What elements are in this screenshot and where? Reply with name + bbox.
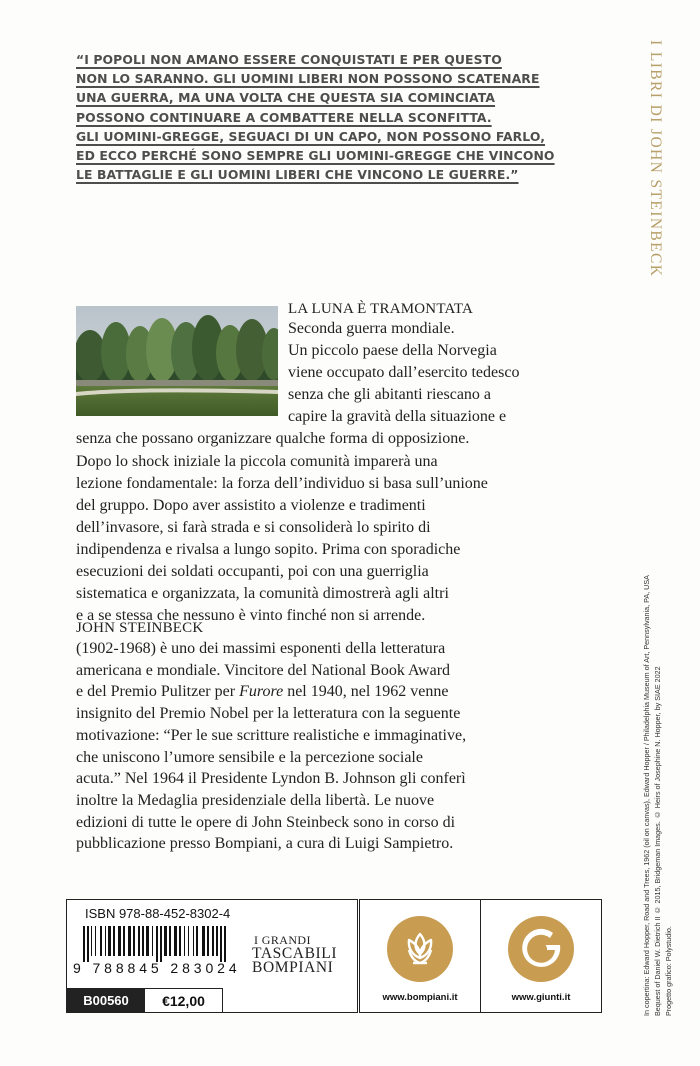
bio-line: motivazione: “Per le sue scritture realistiche e immaginative, — [76, 726, 467, 744]
image-credits — [641, 556, 674, 1016]
giunti-url[interactable]: www.giunti.it — [511, 992, 571, 1003]
bio-text: nel 1940, nel 1962 venne — [283, 683, 449, 701]
series-line: TASCABILI — [252, 945, 338, 962]
series-logo — [252, 933, 342, 975]
series-line: I GRANDI — [254, 933, 311, 947]
synopsis-line: Seconda guerra mondiale. — [288, 320, 455, 337]
product-code: B00560 — [67, 988, 145, 1013]
barcode-bar — [152, 926, 153, 956]
synopsis-line: senza che gli abitanti riescano a — [288, 386, 492, 404]
bio-line: insignito del Premio Nobel per la letteratura con la seguente — [76, 705, 461, 723]
synopsis-line: del gruppo. Dopo aver assistito a violenze e tradimenti — [76, 496, 426, 514]
barcode-bar — [160, 926, 162, 962]
barcode-bar — [105, 926, 106, 956]
synopsis-line: senza che possano organizzare qualche forma di opposizione. — [76, 430, 470, 448]
quote-line: ED ECCO PERCHÉ SONO SEMPRE GLI UOMINI-GREGGE CHE VINCONO — [76, 148, 555, 164]
barcode-bar — [169, 926, 171, 956]
bio-line: edizioni di tutte le opere di John Steinbeck sono in corso di — [76, 813, 456, 831]
bio-line: americana e mondiale. Vincitore del National Book Award — [76, 661, 451, 679]
quote-line: POSSONO CONTINUARE A COMBATTERE NELLA SCONFITTA. — [76, 109, 492, 125]
synopsis-line: e a se stessa che nessuno è vinto finché non si arrende. — [76, 607, 426, 625]
barcode-bar — [133, 926, 135, 956]
barcode-bar — [216, 926, 218, 956]
synopsis-line: sistematica e organizzata, la comunità dimostrerà agli altri — [76, 585, 449, 603]
barcode-bar — [87, 926, 89, 962]
barcode-bar — [138, 926, 140, 956]
quote-line: UNA GUERRA, MA UNA VOLTA CHE QUESTA SIA COMINCIATA — [76, 90, 496, 106]
barcode-bar — [207, 926, 209, 956]
barcode-bar — [156, 926, 158, 962]
barcode-bar — [174, 926, 177, 956]
bio-line: inoltre la Medaglia presidenziale della libertà. Le nuove — [76, 791, 435, 809]
bio-line: che uniscono l’umore sensibile e la percezione sociale — [76, 748, 423, 766]
synopsis-line: lezione fondamentale: la forza dell’individuo si basa sull’unione — [76, 474, 488, 492]
book-title-italic: Furore — [239, 683, 284, 701]
barcode-bar — [184, 926, 185, 956]
barcode-bar — [193, 926, 194, 956]
barcode-bar — [91, 926, 92, 956]
author-bio — [76, 638, 596, 855]
quote-block — [76, 50, 576, 184]
barcode-bar — [202, 926, 205, 956]
barcode-bar — [164, 926, 167, 956]
barcode-bar — [113, 926, 115, 956]
barcode-bar — [118, 926, 121, 956]
barcode-bar — [123, 926, 125, 956]
bompiani-logo-icon — [387, 916, 453, 982]
author-title: JOHN STEINBECK — [76, 620, 204, 636]
barcode-bar — [108, 926, 111, 956]
bompiani-box — [359, 899, 481, 1013]
quote-line: GLI UOMINI-GREGGE, SEGUACI DI UN CAPO, NON POSSONO FARLO, — [76, 128, 546, 144]
barcode-bar — [100, 926, 102, 956]
bompiani-url[interactable]: www.bompiani.it — [382, 992, 458, 1003]
book-title: LA LUNA È TRAMONTATA — [288, 301, 474, 317]
barcode-bar — [146, 926, 149, 956]
bio-line: acuta.” Nel 1964 il Presidente Lyndon B. Johnson gli conferì — [76, 770, 466, 788]
barcode-bar — [95, 926, 96, 956]
barcode-bar — [212, 926, 214, 956]
credit-line: Progetto grafico: Polystudio. — [664, 926, 673, 1016]
credit-line: In copertina: Edward Hopper, Road and Trees, 1962 (oil on canvas), Edward Hopper / Philadelphia Museum of Art, Pennsylvania, PA, USA — [642, 575, 651, 1016]
bio-line — [76, 681, 596, 703]
barcode-bar — [188, 926, 189, 956]
barcode-digits: 9 788845 283024 — [73, 960, 241, 976]
series-line: BOMPIANI — [252, 959, 334, 976]
barcode-bar — [83, 926, 85, 962]
bio-line: (1902-1968) è uno dei massimi esponenti della letteratura — [76, 640, 446, 657]
series-spine-text: I LIBRI DI JOHN STEINBECK — [647, 40, 664, 278]
barcode-bar — [142, 926, 144, 956]
quote-line: LE BATTAGLIE E GLI UOMINI LIBERI CHE VINCONO LE GUERRE.” — [76, 167, 519, 183]
price: €12,00 — [145, 988, 223, 1013]
synopsis-line: capire la gravità della situazione e — [288, 408, 507, 426]
barcode-bar — [224, 926, 226, 962]
quote-line: “I POPOLI NON AMANO ESSERE CONQUISTATI E PER QUESTO — [76, 52, 502, 67]
credit-line: Bequest of Daniel W. Dietrich II © 2015, Bridgeman Images. © Heirs of Josephine N. Hopper, by SIAE 2022 — [653, 666, 662, 1016]
bio-line: pubblicazione presso Bompiani, a cura di Luigi Sampietro. — [76, 835, 454, 853]
barcode-bar — [220, 926, 222, 962]
synopsis-line: esecuzioni dei soldati occupanti, poi con una guerriglia — [76, 563, 429, 581]
barcode-bar — [196, 926, 198, 956]
synopsis-line: Dopo lo shock iniziale la piccola comunità imparerà una — [76, 452, 438, 470]
synopsis-line: Un piccolo paese della Norvegia — [288, 342, 497, 360]
giunti-logo-icon — [508, 916, 574, 982]
isbn: ISBN 978-88-452-8302-4 — [85, 906, 231, 921]
synopsis-line: dell’invasore, si farà strada e si consoliderà lo spirito di — [76, 518, 431, 536]
synopsis — [76, 318, 576, 627]
synopsis-line: viene occupato dall’esercito tedesco — [288, 364, 520, 382]
barcode-bar — [179, 926, 181, 956]
giunti-box — [480, 899, 602, 1013]
quote-line: NON LO SARANNO. GLI UOMINI LIBERI NON POSSONO SCATENARE — [76, 71, 540, 87]
bio-text: e del Premio Pulitzer per — [76, 683, 240, 701]
synopsis-line: indipendenza e rivalsa a lungo sopito. Prima con sporadiche — [76, 540, 461, 558]
barcode-bar — [128, 926, 131, 956]
